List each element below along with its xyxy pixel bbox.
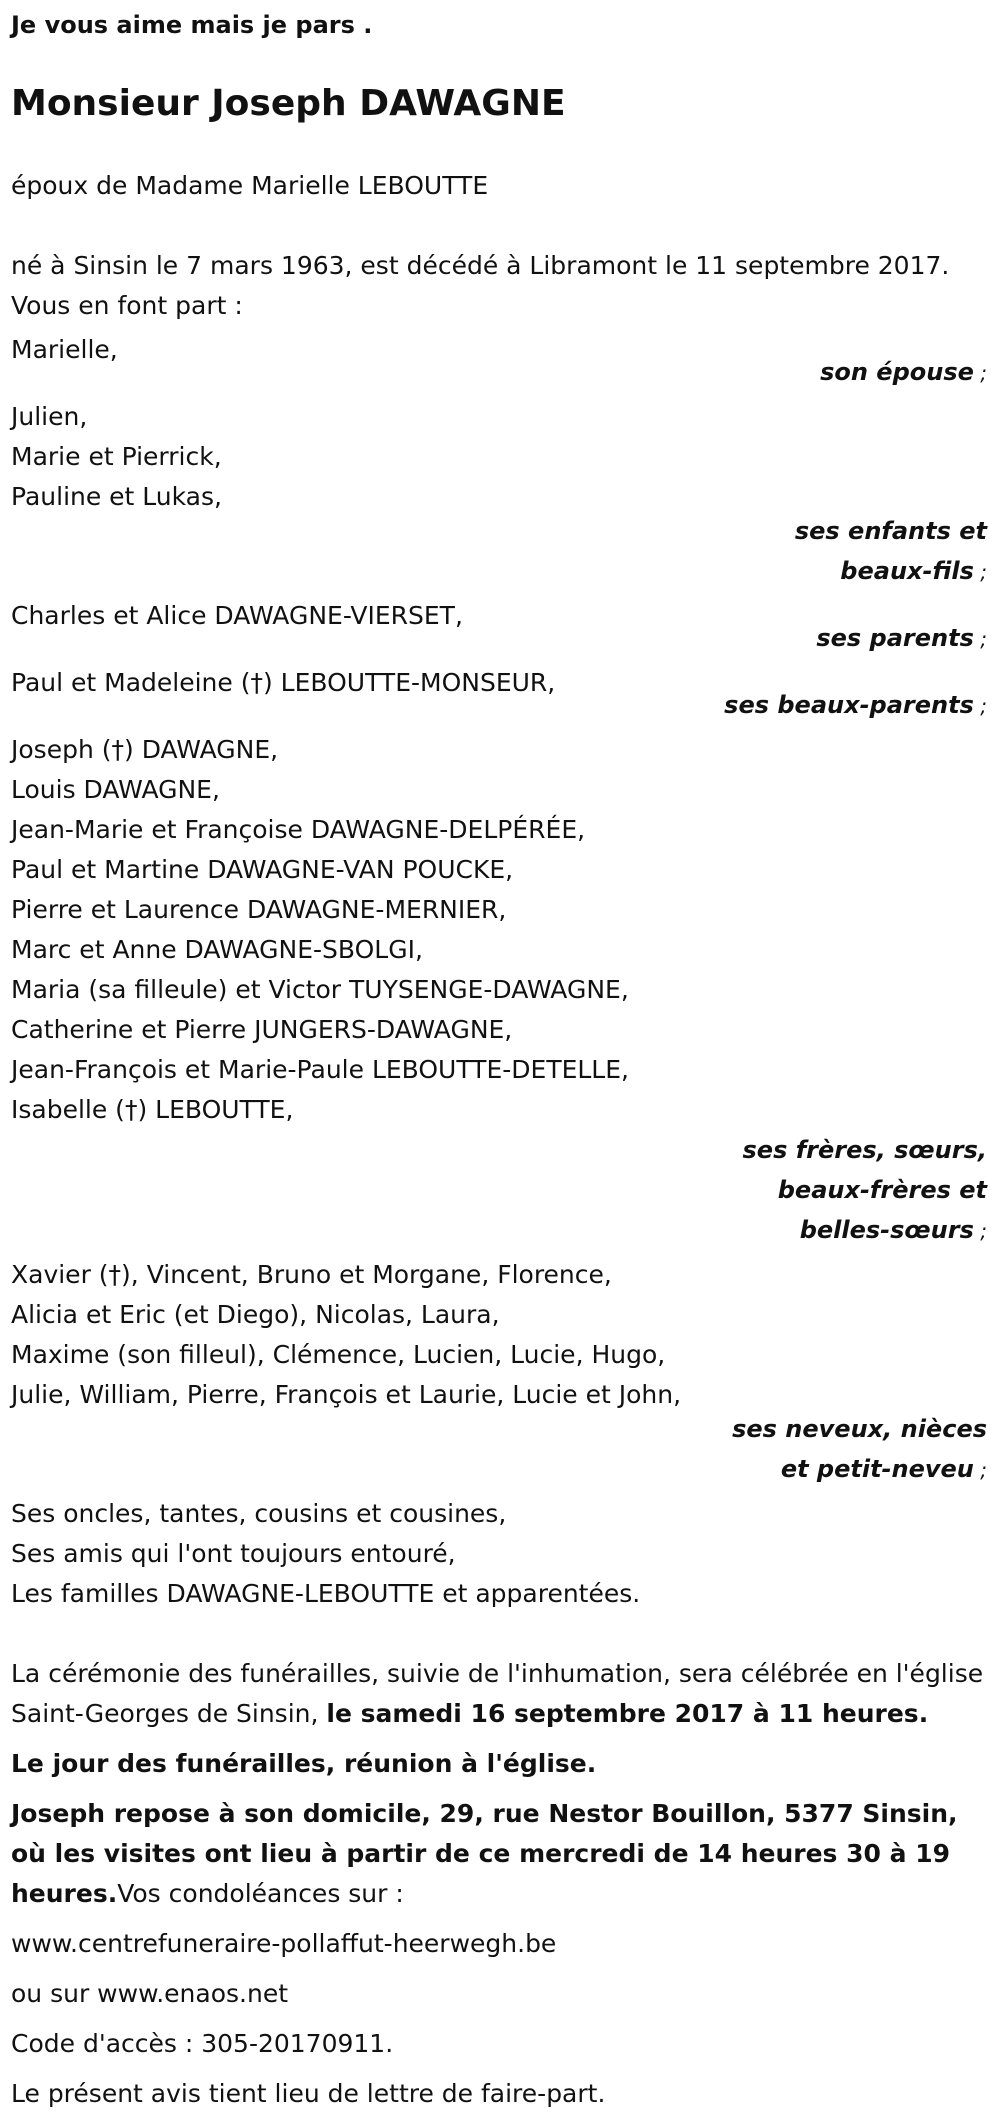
member-line: Maxime (son filleul), Clémence, Lucien, Lucie, Hugo, <box>11 1340 666 1369</box>
role-suffix: ; <box>973 1219 987 1243</box>
birth-death-line: né à Sinsin le 7 mars 1963, est décédé à Libramont le 11 septembre 2017. <box>11 251 950 280</box>
role-suffix: ; <box>973 694 987 718</box>
other-line: Ses amis qui l'ont toujours entouré, <box>11 1539 456 1568</box>
role-line: beaux-frères et <box>777 1176 987 1204</box>
role-line: ses neveux, nièces <box>732 1415 987 1443</box>
motto: Je vous aime mais je pars . <box>11 11 373 39</box>
family-group-parents <box>11 596 989 659</box>
ceremony-paragraph <box>11 1654 989 1734</box>
reunion-line: Le jour des funérailles, réunion à l'église. <box>11 1749 597 1778</box>
member-line: Julie, William, Pierre, François et Laurie, Lucie et John, <box>11 1380 682 1409</box>
role-line: ses frères, sœurs, <box>742 1136 987 1164</box>
role-line: ses beaux-parents <box>724 691 974 719</box>
access-code: Code d'accès : 305-20170911. <box>11 2029 394 2058</box>
closing-line: Le présent avis tient lieu de lettre de faire-part. <box>11 2079 606 2108</box>
member-line: Louis DAWAGNE, <box>11 775 220 804</box>
visits-text: Joseph repose à son domicile, 29, rue Nestor Bouillon, 5377 Sinsin, où les visites ont lieu à partir de ce mercredi de 14 heures 30 à 19 heures. <box>11 1799 958 1908</box>
member-line: Jean-François et Marie-Paule LEBOUTTE-DETELLE, <box>11 1055 629 1084</box>
deceased-name: Monsieur Joseph DAWAGNE <box>11 83 566 124</box>
member-line: Charles et Alice DAWAGNE-VIERSET, <box>11 601 463 630</box>
role-suffix: ; <box>973 361 987 385</box>
role-label <box>11 1130 989 1251</box>
role-label <box>11 1409 989 1490</box>
member-line: Paul et Martine DAWAGNE-VAN POUCKE, <box>11 855 514 884</box>
role-line: beaux-fils <box>840 557 974 585</box>
role-suffix: ; <box>973 560 987 584</box>
member-line: Marc et Anne DAWAGNE-SBOLGI, <box>11 935 423 964</box>
intro-line: Vous en font part : <box>11 291 243 320</box>
spouse-line: époux de Madame Marielle LEBOUTTE <box>11 171 489 200</box>
condolences-label: Vos condoléances sur : <box>117 1879 404 1908</box>
family-group-spouse <box>11 330 989 393</box>
family-group-nephews-nieces <box>11 1255 989 1490</box>
member-line: Xavier (†), Vincent, Bruno et Morgane, Florence, <box>11 1260 612 1289</box>
member-line: Isabelle (†) LEBOUTTE, <box>11 1095 294 1124</box>
member-line: Pierre et Laurence DAWAGNE-MERNIER, <box>11 895 507 924</box>
member-line: Pauline et Lukas, <box>11 482 222 511</box>
other-line: Ses oncles, tantes, cousins et cousines, <box>11 1499 507 1528</box>
website-link[interactable]: www.centrefuneraire-pollaffut-heerwegh.be <box>11 1929 557 1958</box>
role-line: et petit-neveu <box>780 1455 974 1483</box>
family-group-children <box>11 397 989 592</box>
member-line: Jean-Marie et Françoise DAWAGNE-DELPÉRÉE, <box>11 815 586 844</box>
role-line: ses parents <box>816 624 974 652</box>
other-line: Les familles DAWAGNE-LEBOUTTE et apparentées. <box>11 1579 641 1608</box>
role-suffix: ; <box>973 1458 987 1482</box>
role-label <box>11 352 989 393</box>
member-line: Alicia et Eric (et Diego), Nicolas, Laura, <box>11 1300 500 1329</box>
visits-paragraph <box>11 1794 989 1914</box>
role-line: son épouse <box>820 358 974 386</box>
ceremony-date: le samedi 16 septembre 2017 à 11 heures. <box>326 1699 929 1728</box>
alt-site-link[interactable]: ou sur www.enaos.net <box>11 1979 289 2008</box>
member-line: Marie et Pierrick, <box>11 442 222 471</box>
member-line: Julien, <box>11 402 88 431</box>
family-group-siblings <box>11 730 989 1251</box>
role-label <box>11 511 989 592</box>
ceremony-text: La cérémonie des funérailles, suivie de l'inhumation, sera célébrée en l'église Saint-Georges de Sinsin, <box>11 1659 984 1728</box>
member-line: Paul et Madeleine (†) LEBOUTTE-MONSEUR, <box>11 668 556 697</box>
other-relatives <box>11 1494 989 1614</box>
member-line: Joseph (†) DAWAGNE, <box>11 735 279 764</box>
role-line: belles-sœurs <box>799 1216 974 1244</box>
member-line: Marielle, <box>11 335 118 364</box>
role-suffix: ; <box>973 627 987 651</box>
family-group-parents-in-law <box>11 663 989 726</box>
member-line: Maria (sa filleule) et Victor TUYSENGE-DAWAGNE, <box>11 975 629 1004</box>
role-line: ses enfants et <box>794 517 987 545</box>
member-line: Catherine et Pierre JUNGERS-DAWAGNE, <box>11 1015 513 1044</box>
